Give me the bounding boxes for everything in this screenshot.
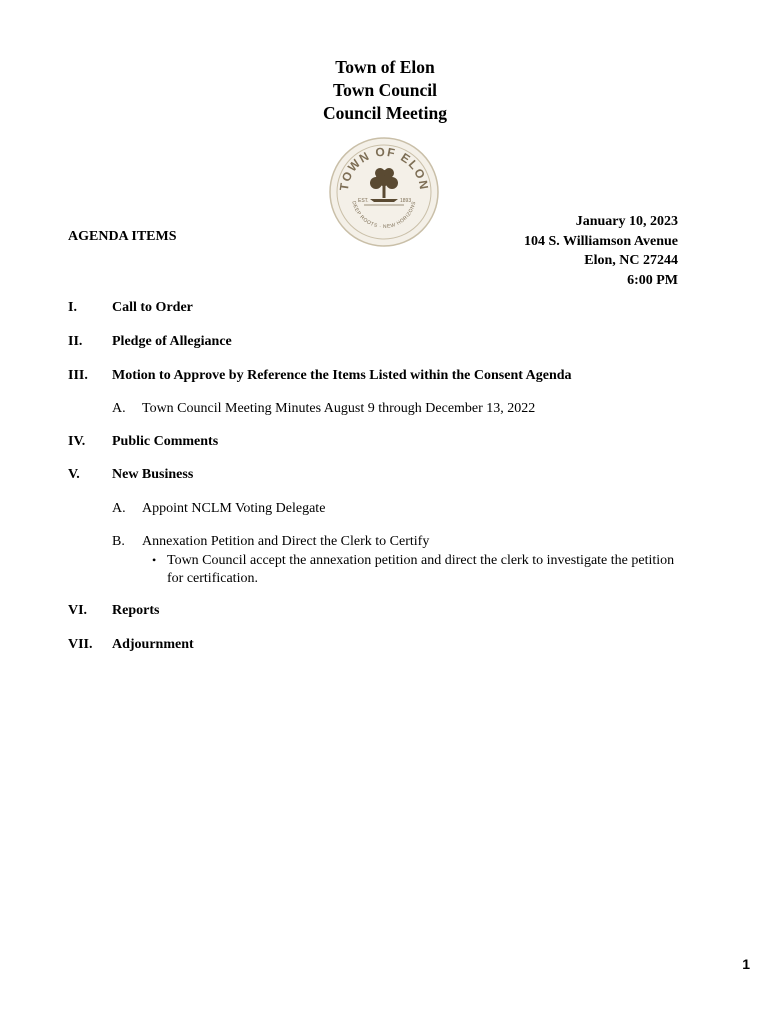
title-line-meeting: Council Meeting [323, 103, 447, 123]
page-number: 1 [742, 956, 750, 972]
subitem-text: Annexation Petition and Direct the Clerk to Certify [142, 534, 430, 549]
item-number: V. [68, 467, 80, 482]
item-title: Pledge of Allegiance [112, 334, 232, 349]
item-title: Adjournment [112, 637, 194, 652]
item-number: IV. [68, 434, 86, 449]
item-number: I. [68, 300, 77, 315]
bullet-text: Town Council accept the annexation petition and direct the clerk to investigate the petition for certification. [167, 553, 675, 586]
subitem-text: Town Council Meeting Minutes August 9 through December 13, 2022 [142, 401, 536, 416]
document-title [0, 56, 770, 125]
town-seal-logo [328, 136, 440, 248]
item-number: VI. [68, 603, 88, 618]
meeting-details [524, 212, 678, 290]
item-number: III. [68, 368, 88, 383]
item-title: New Business [112, 467, 194, 482]
subitem-letter: A. [112, 401, 126, 416]
item-number: VII. [68, 637, 93, 652]
meeting-city: Elon, NC 27244 [584, 253, 678, 268]
item-title: Reports [112, 603, 160, 618]
seal-est-label: EST. [358, 198, 369, 204]
item-title: Call to Order [112, 300, 193, 315]
seal-top-text: TOWN OF ELON [336, 144, 432, 192]
seal-bottom-text: DEEP ROOTS · NEW HORIZONS [350, 200, 418, 231]
meeting-time: 6:00 PM [627, 272, 678, 288]
subitem-text: Appoint NCLM Voting Delegate [142, 501, 326, 516]
bullet-icon: • [152, 553, 157, 567]
item-title: Public Comments [112, 434, 219, 449]
title-line-council: Town Council [333, 80, 437, 100]
meeting-date: January 10, 2023 [575, 214, 678, 229]
subitem-letter: A. [112, 501, 126, 516]
item-number: II. [68, 334, 83, 349]
seal-year-label: 1893 [400, 198, 412, 204]
title-line-town: Town of Elon [335, 57, 435, 77]
subitem-letter: B. [112, 534, 125, 549]
agenda-heading: AGENDA ITEMS [68, 229, 177, 244]
item-title: Motion to Approve by Reference the Items Listed within the Consent Agenda [112, 368, 572, 383]
meeting-address: 104 S. Williamson Avenue [523, 233, 678, 249]
